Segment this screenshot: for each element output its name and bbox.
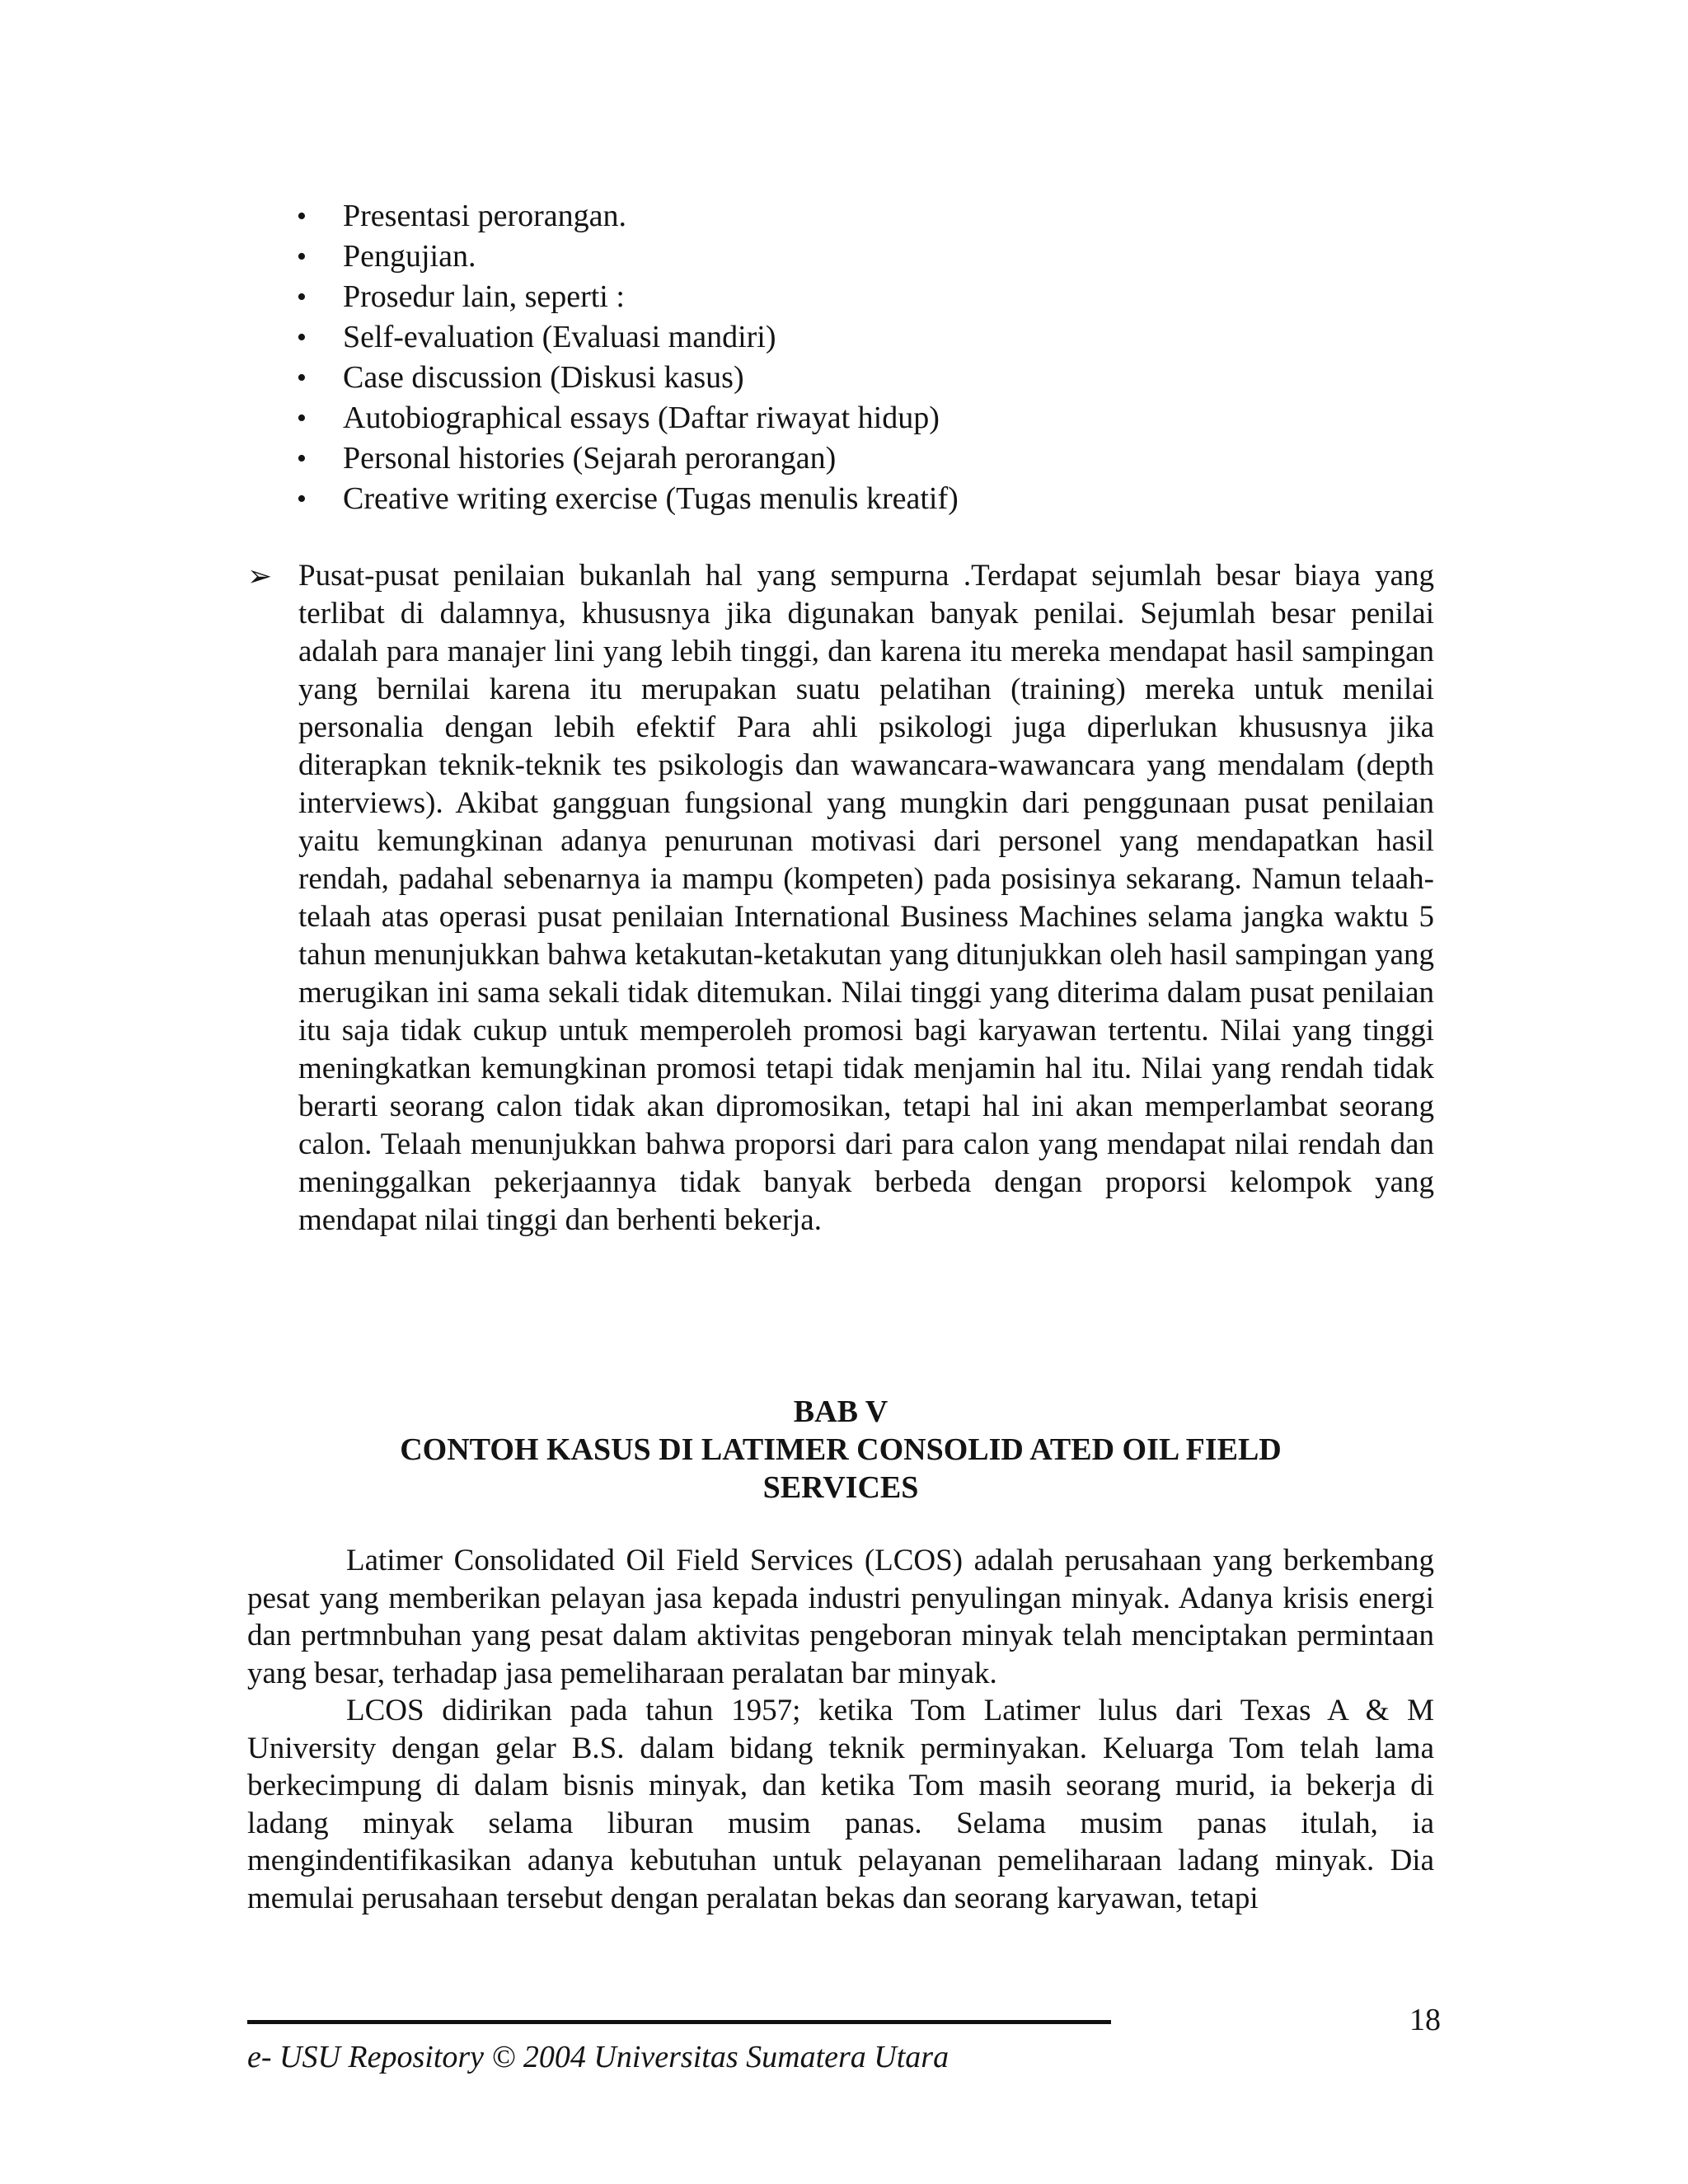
footer-text: e- USU Repository © 2004 Universitas Sumatera Utara [247, 2040, 950, 2074]
chapter-heading [247, 1393, 1434, 1507]
list-item [297, 479, 1451, 519]
bullet-icon: • [297, 403, 307, 434]
arrow-paragraph: Pusat-pusat penilaian bukanlah hal yang sempurna .Terdapat sejumlah besar biaya yang terlibat di dalamnya, khususnya jika digunakan banyak penilai. Sejumlah besar penilai adalah para manajer lini yang lebih tinggi, dan karena itu mereka mendapat hasil sampingan yang bernilai karena itu merupakan suatu pelatihan (training) mereka untuk menilai personalia dengan lebih efektif Para ahli psikologi juga diperlukan khususnya jika diterapkan teknik-teknik tes psikologis dan wawancara-wawancara yang mendalam (depth interviews). Akibat gangguan fungsional yang mungkin dari penggunaan pusat penilaian yaitu kemungkinan adanya penurunan motivasi dari personel yang mendapatkan hasil rendah, padahal sebenarnya ia mampu (kompeten) pada posisinya sekarang. Namun telaah-telaah atas operasi pusat penilaian International Business Machines selama jangka waktu 5 tahun menunjukkan bahwa ketakutan-ketakutan yang ditunjukkan oleh hasil sampingan yang merugikan ini sama sekali tidak ditemukan. Nilai tinggi yang diterima dalam pusat penilaian itu saja tidak cukup untuk memperoleh promosi bagi karyawan tertentu. Nilai yang tinggi meningkatkan kemungkinan promosi tetapi tidak menjamin hal itu. Nilai yang rendah tidak berarti seorang calon tidak akan dipromosikan, tetapi hal ini akan memperlambat seorang calon. Telaah menunjukkan bahwa proporsi dari para calon yang mendapat nilai rendah dan meninggalkan pekerjaannya tidak banyak berbeda dengan proporsi kelompok yang mendapat nilai tinggi dan berhenti bekerja. [298, 559, 1434, 1237]
list-item [297, 317, 1451, 358]
bullet-icon: • [297, 443, 307, 474]
chapter-title-line-2: SERVICES [762, 1470, 919, 1505]
bullet-icon: • [297, 241, 307, 272]
bullet-icon: • [297, 201, 307, 232]
bullet-icon: • [297, 282, 307, 312]
list-item-text: Personal histories (Sejarah perorangan) [343, 441, 837, 476]
list-item-text: Creative writing exercise (Tugas menulis kreatif) [343, 481, 959, 516]
list-item [297, 358, 1451, 398]
bullet-list [297, 196, 1451, 519]
list-item [297, 277, 1451, 317]
bullet-icon: • [297, 322, 307, 353]
bullet-icon: • [297, 484, 307, 514]
paragraph: Latimer Consolidated Oil Field Services (LCOS) adalah perusahaan yang berkembang pesat yang memberikan pelayan jasa kepada industri penyulingan minyak. Adanya krisis energi dan pertmnbuhan yang pesat dalam aktivitas pengeboran minyak telah menciptakan permintaan yang besar, terhadap jasa pemeliharaan peralatan bar minyak. [247, 1544, 1434, 1690]
list-item-text: Self-evaluation (Evaluasi mandiri) [343, 320, 776, 354]
paragraph: LCOS didirikan pada tahun 1957; ketika Tom Latimer lulus dari Texas A & M University dengan gelar B.S. dalam bidang teknik perminyakan. Keluarga Tom telah lama berkecimpung di dalam bisnis minyak, dan ketika Tom masih seorang murid, ia bekerja di ladang minyak selama liburan musim panas. Selama musim panas itulah, ia mengindentifikasikan adanya kebutuhan untuk pelayanan pemeliharaan ladang minyak. Dia memulai perusahaan tersebut dengan peralatan bekas dan seorang karyawan, tetapi [247, 1694, 1434, 1915]
arrow-bullet-item [247, 557, 1434, 1240]
bullet-icon: • [297, 363, 307, 393]
chapter-title-line-1: CONTOH KASUS DI LATIMER CONSOLID ATED OIL FIELD [400, 1432, 1282, 1467]
list-item-text: Case discussion (Diskusi kasus) [343, 360, 744, 395]
list-item-text: Autobiographical essays (Daftar riwayat hidup) [343, 401, 940, 435]
list-item [297, 438, 1451, 479]
arrow-bullet-icon: ➢ [247, 560, 273, 593]
list-item-text: Prosedur lain, seperti : [343, 279, 625, 314]
body-text [247, 1542, 1434, 1917]
page-number: 18 [1409, 2003, 1441, 2037]
list-item-text: Pengujian. [343, 239, 476, 274]
list-item [297, 398, 1451, 438]
list-item-text: Presentasi perorangan. [343, 199, 626, 233]
list-item [297, 237, 1451, 277]
chapter-label: BAB V [793, 1394, 889, 1429]
list-item [297, 196, 1451, 237]
footer-divider [247, 2020, 1111, 2024]
